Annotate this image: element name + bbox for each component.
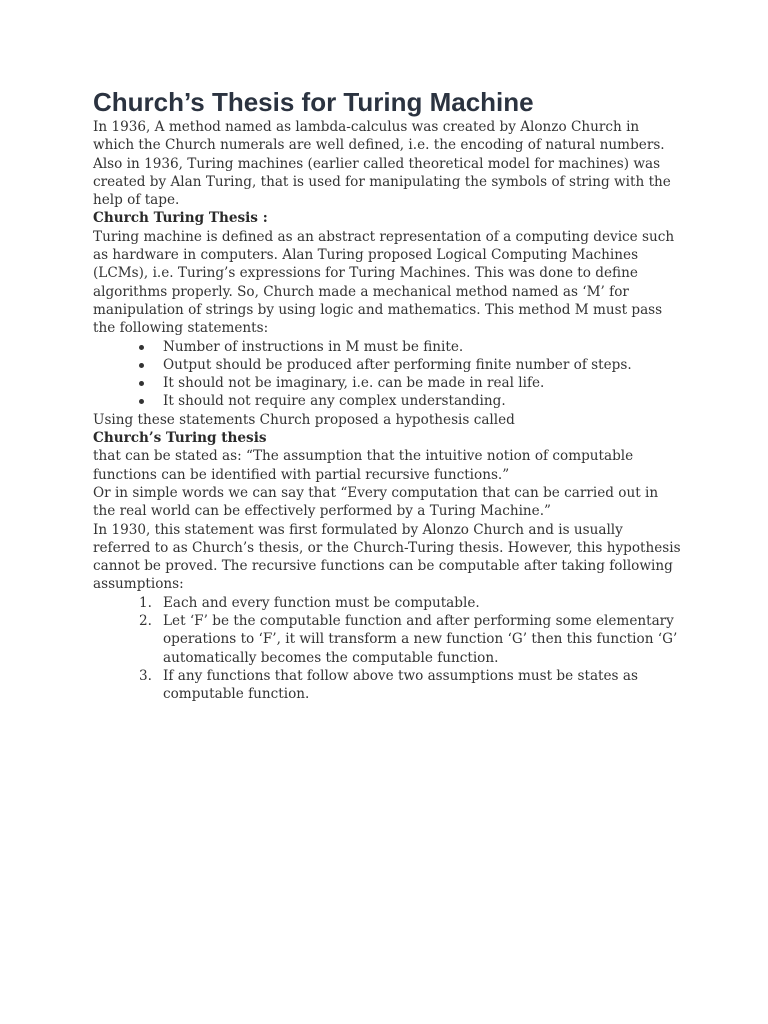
intro-paragraph: In 1936, A method named as lambda-calculus was created by Alonzo Church in which the Church numerals are well defined, i.e. the encoding of natural numbers. Also in 1936, Turing machines (earlier called theoretical model for machines) was created by Alan Turing, that is used for manipulating the symbols of string with the help of tape. — [93, 119, 671, 209]
bullet-item-text: It should not be imaginary, i.e. can be made in real life. — [163, 375, 545, 392]
numbered-item-marker: 2. — [139, 613, 152, 630]
bullet-dot-icon — [139, 363, 144, 368]
page-title: Church’s Thesis for Turing Machine — [93, 87, 534, 117]
numbered-item-text: Each and every function must be computable. — [163, 594, 480, 611]
turing-machine-paragraph: Turing machine is defined as an abstract representation of a computing device such as hardware in computers. Alan Turing proposed Logical Computing Machines (LCMs), i.e. Turing’s expressions for Turing Machines. This was done to define algorithms properly. So, Church made a mechanical method named as ‘M’ for manipulation of strings by using logic and mathematics. This method M must pass the following statements: — [93, 228, 675, 337]
bullet-item — [163, 392, 683, 410]
bullet-dot-icon — [139, 381, 144, 386]
bullet-item-text: Output should be produced after performing finite number of steps. — [163, 356, 632, 373]
assumption-paragraph: that can be stated as: “The assumption that the intuitive notion of computable functions can be identified with partial recursive functions.” — [93, 448, 634, 483]
bullet-item — [163, 338, 683, 356]
bullet-item-text: Number of instructions in M must be finite. — [163, 338, 464, 355]
numbered-item-marker: 1. — [139, 594, 152, 611]
simple-words-paragraph: Or in simple words we can say that “Every computation that can be carried out in the real world can be effectively performed by a Turing Machine.” — [93, 484, 659, 520]
bullet-item — [163, 374, 683, 392]
statements-bullet-list — [93, 338, 683, 411]
assumptions-numbered-list — [93, 594, 683, 704]
history-paragraph: In 1930, this statement was first formulated by Alonzo Church and is usually referred to as Church’s thesis, or the Church-Turing thesis. However, this hypothesis cannot be proved. The recursive functions can be computable after taking following assumptions: — [93, 521, 681, 593]
bullet-dot-icon — [139, 399, 144, 404]
numbered-item — [139, 594, 683, 612]
numbered-item-text: Let ‘F’ be the computable function and after performing some elementary operations to ‘F’, it will transform a new function ‘G’ then this function ‘G’ automatically becomes the computable function. — [163, 613, 678, 666]
bullet-item-text: It should not require any complex understanding. — [163, 393, 506, 410]
bullet-item — [163, 356, 683, 374]
section-heading-churchs-turing-thesis: Church’s Turing thesis — [93, 430, 267, 447]
numbered-item-text: If any functions that follow above two assumptions must be states as computable function. — [163, 667, 638, 703]
document-page — [93, 86, 683, 704]
numbered-item — [139, 667, 683, 704]
numbered-item — [139, 612, 683, 667]
numbered-item-marker: 3. — [139, 667, 152, 684]
section-heading-church-turing-thesis: Church Turing Thesis : — [93, 210, 268, 227]
bullet-dot-icon — [139, 345, 144, 350]
hypothesis-intro-paragraph: Using these statements Church proposed a hypothesis called — [93, 411, 515, 428]
